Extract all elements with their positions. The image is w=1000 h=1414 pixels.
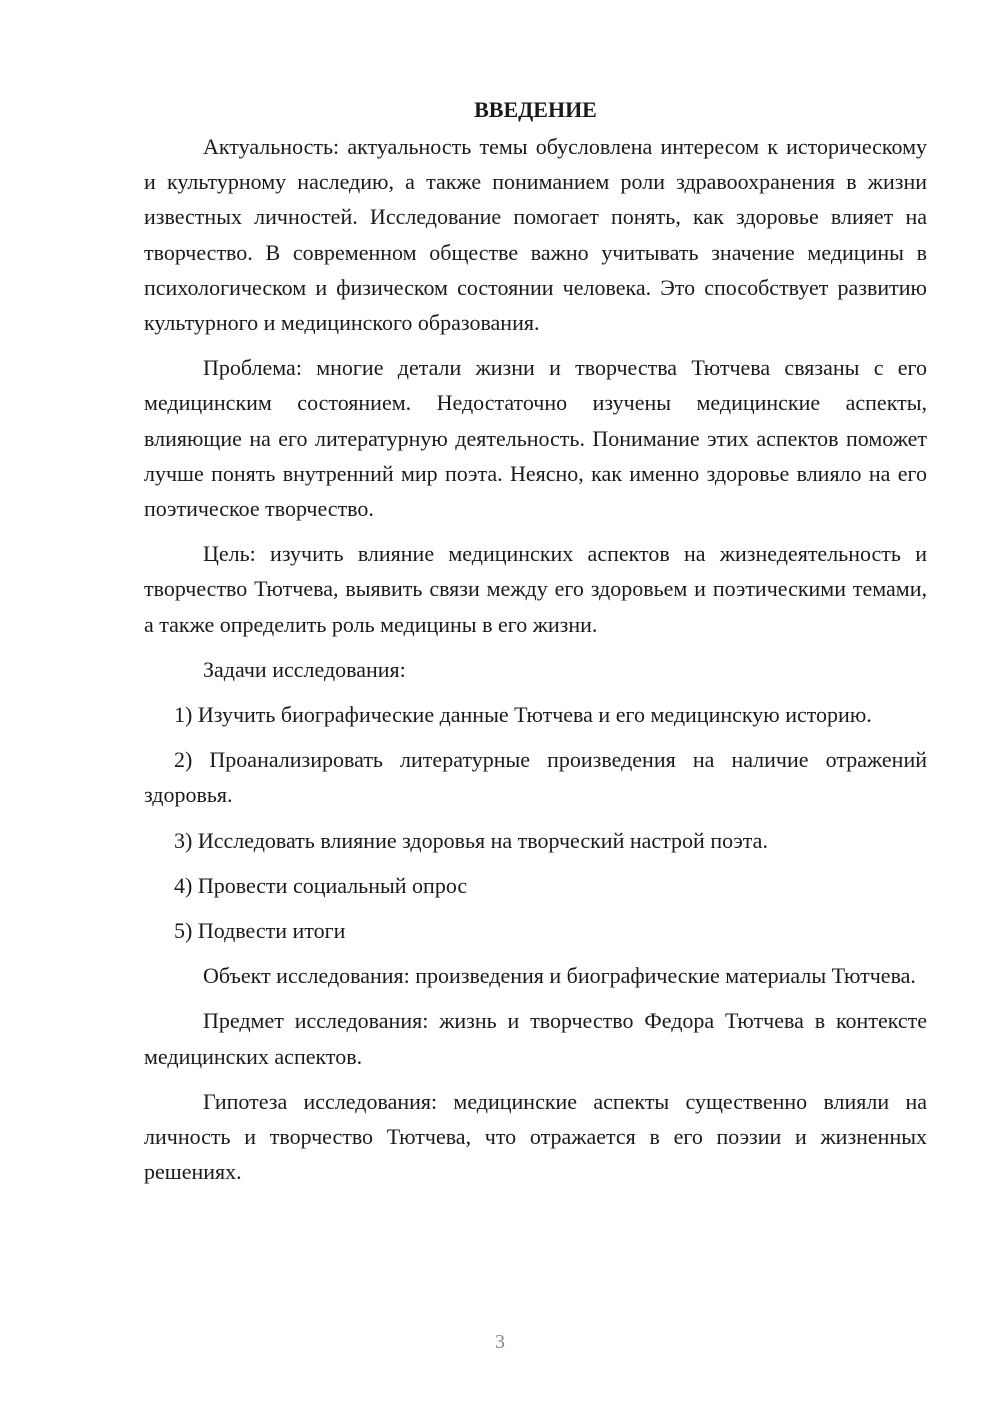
section-title: ВВЕДЕНИЕ: [474, 97, 597, 122]
goal-paragraph: Цель: изучить влияние медицинских аспектов на жизнедеятельность и творчество Тютчева, выявить связи между его здоровьем и поэтическими темами, а также определить роль медицины в его жизни.: [144, 541, 927, 637]
subject-paragraph: Предмет исследования: жизнь и творчество Федора Тютчева в контексте медицинских аспектов.: [144, 1008, 927, 1069]
task-item: 5) Подвести итоги: [174, 918, 346, 944]
page-number: 3: [495, 1331, 505, 1353]
object-paragraph: Объект исследования: произведения и биографические материалы Тютчева.: [203, 963, 916, 989]
task-item: 3) Исследовать влияние здоровья на творческий настрой поэта.: [174, 827, 768, 853]
task-item: 2) Проанализировать литературные произведения на наличие отражений здоровья.: [144, 747, 927, 808]
hypothesis-paragraph: Гипотеза исследования: медицинские аспекты существенно влияли на личность и творчество Тютчева, что отражается в его поэзии и жизненных решениях.: [144, 1088, 927, 1185]
tasks-heading: Задачи исследования:: [203, 656, 406, 682]
document-page: [144, 92, 927, 1199]
task-item: 4) Провести социальный опрос: [174, 872, 468, 898]
problem-paragraph: Проблема: многие детали жизни и творчества Тютчева связаны с его медицинским состоянием. Недостаточно изучены медицинские аспекты, влияющие на его литературную деятельность. Понимание этих аспектов поможет лучше понять внутренний мир поэта. Неясно, как именно здоровье влияло на его поэтическое творчество.: [144, 355, 927, 522]
task-item: 1) Изучить биографические данные Тютчева и его медицинскую историю.: [174, 702, 872, 728]
relevance-paragraph: Актуальность: актуальность темы обусловлена интересом к историческому и культурному наследию, а также пониманием роли здравоохранения в жизни известных личностей. Исследование помогает понять, как здоровье влияет на творчество. В современном обществе важно учитывать значение медицины в психологическом и физическом состоянии человека. Это способствует развитию культурного и медицинского образования.: [144, 134, 927, 336]
